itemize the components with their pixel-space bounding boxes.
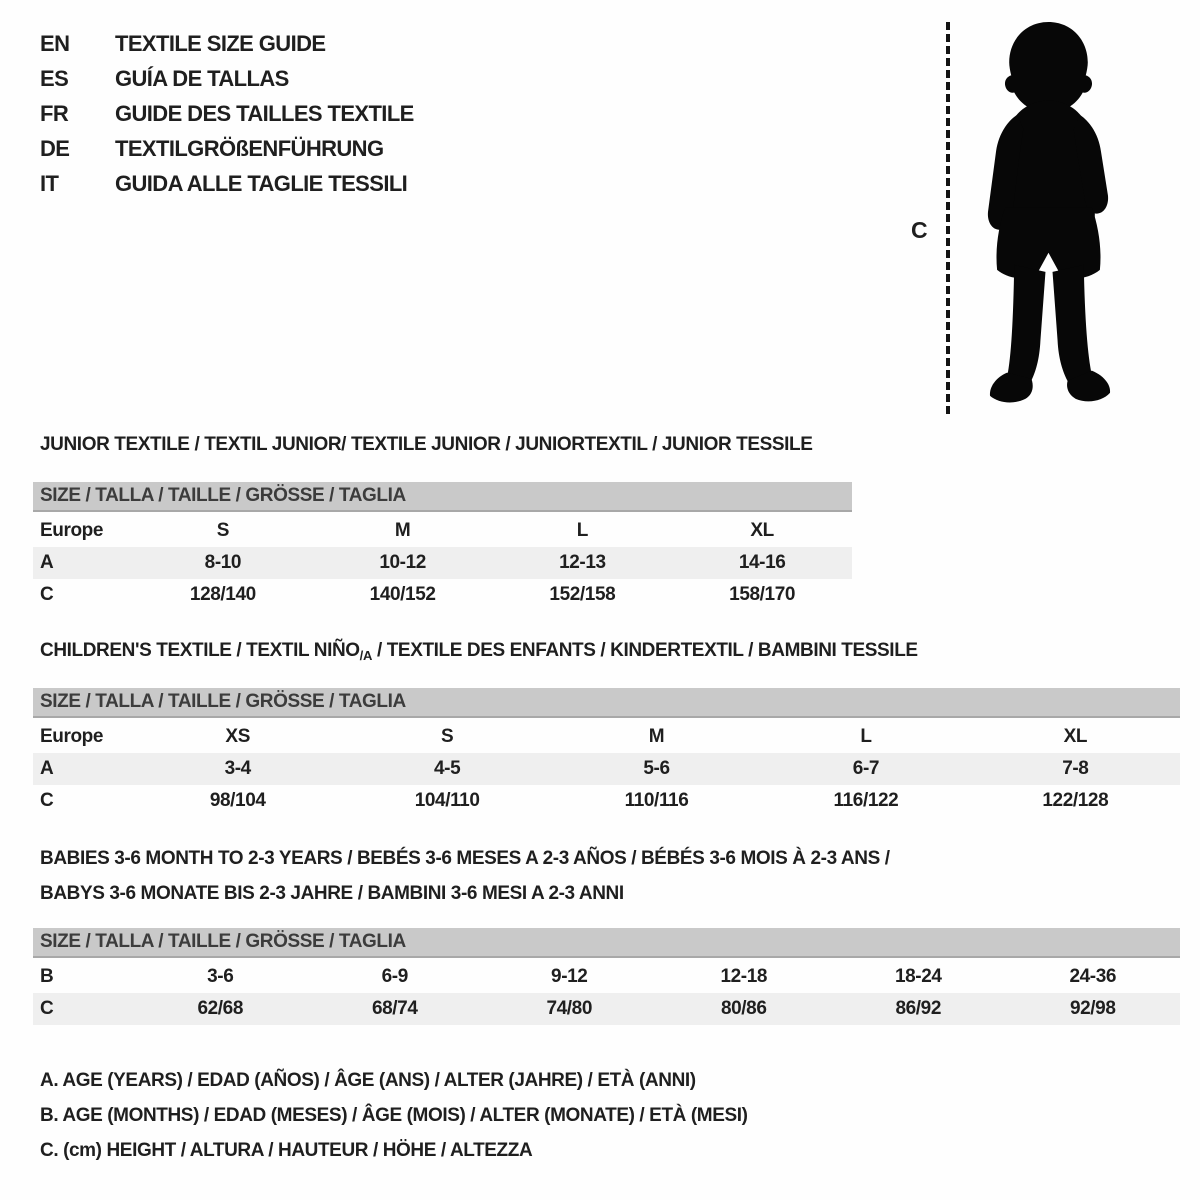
language-code: DE: [40, 135, 70, 161]
size-cell: 3-6: [207, 966, 234, 987]
junior-size-table: [33, 482, 852, 611]
toddler-silhouette-figure: [960, 18, 1138, 416]
legend-line-b: B. AGE (MONTHS) / EDAD (MESES) / ÂGE (MOIS) / ALTER (MONATE) / ETÀ (MESI): [40, 1105, 748, 1126]
row-label: Europe: [40, 726, 104, 747]
table-row: [33, 993, 1180, 1025]
language-header: [40, 26, 414, 201]
size-cell: 9-12: [551, 966, 588, 987]
babies-section-title-line2: BABYS 3-6 MONATE BIS 2-3 JAHRE / BAMBINI 3-6 MESI A 2-3 ANNI: [40, 883, 624, 904]
size-cell: 152/158: [549, 584, 616, 605]
size-cell: 68/74: [371, 998, 418, 1019]
size-cell: M: [648, 726, 665, 747]
row-label: Europe: [40, 520, 104, 541]
size-cell: 128/140: [189, 584, 256, 605]
language-row: [40, 96, 414, 131]
size-cell: XL: [1063, 726, 1088, 747]
size-cell: 24-36: [1069, 966, 1117, 987]
size-cell: 110/116: [624, 790, 689, 811]
size-header-bar: SIZE / TALLA / TAILLE / GRÖSSE / TAGLIA: [33, 928, 1180, 958]
table-row: [33, 785, 1180, 817]
size-cell: S: [216, 520, 230, 541]
table-row: [33, 547, 852, 579]
size-cell: 6-9: [381, 966, 408, 987]
size-cell: 62/68: [197, 998, 244, 1019]
language-row: [40, 166, 414, 201]
babies-table-rows: [33, 961, 1180, 1025]
language-title: GUIDA ALLE TAGLIE TESSILI: [115, 170, 408, 196]
language-title: TEXTILGRÖßENFÜHRUNG: [115, 135, 384, 161]
size-cell: 5-6: [643, 758, 670, 779]
size-cell: 18-24: [894, 966, 942, 987]
children-title-post: / TEXTILE DES ENFANTS / KINDERTEXTIL / BAMBINI TESSILE: [372, 640, 918, 661]
table-row: [33, 721, 1180, 753]
babies-size-table: [33, 928, 1180, 1025]
size-cell: 3-4: [224, 758, 251, 779]
language-code: ES: [40, 65, 69, 91]
row-label: B: [40, 966, 54, 987]
table-row: [33, 515, 852, 547]
size-cell: 12-13: [559, 552, 606, 573]
size-cell: 122/128: [1042, 790, 1109, 811]
table-row: [33, 579, 852, 611]
children-section-title: [40, 640, 918, 662]
children-table-rows: [33, 721, 1180, 817]
table-row: [33, 961, 1180, 993]
row-label: C: [40, 790, 54, 811]
height-measure-line: [946, 22, 950, 414]
row-label: A: [40, 552, 54, 573]
size-header-bar: SIZE / TALLA / TAILLE / GRÖSSE / TAGLIA: [33, 688, 1180, 718]
row-label: C: [40, 584, 54, 605]
size-cell: 7-8: [1062, 758, 1089, 779]
size-cell: 104/110: [414, 790, 480, 811]
size-cell: 80/86: [720, 998, 767, 1019]
size-cell: S: [440, 726, 454, 747]
language-code: IT: [40, 170, 59, 196]
size-cell: 98/104: [209, 790, 266, 811]
children-title-pre: CHILDREN'S TEXTILE / TEXTIL NIÑO: [40, 640, 360, 661]
size-cell: 158/170: [729, 584, 796, 605]
size-cell: 116/122: [833, 790, 899, 811]
size-cell: 10-12: [379, 552, 426, 573]
language-title: GUIDE DES TAILLES TEXTILE: [115, 100, 414, 126]
size-cell: 140/152: [369, 584, 436, 605]
language-title: TEXTILE SIZE GUIDE: [115, 30, 326, 56]
size-cell: 86/92: [895, 998, 942, 1019]
size-cell: 92/98: [1069, 998, 1116, 1019]
babies-section-title-line1: BABIES 3-6 MONTH TO 2-3 YEARS / BEBÉS 3-6 MESES A 2-3 AÑOS / BÉBÉS 3-6 MOIS À 2-3 ANS /: [40, 848, 890, 869]
row-label: A: [40, 758, 54, 779]
language-code: EN: [40, 30, 70, 56]
size-header-bar: SIZE / TALLA / TAILLE / GRÖSSE / TAGLIA: [33, 482, 852, 512]
size-cell: XS: [225, 726, 250, 747]
size-cell: L: [576, 520, 588, 541]
children-title-sub: /A: [359, 648, 373, 663]
language-row: [40, 131, 414, 166]
language-row: [40, 26, 414, 61]
children-size-table: [33, 688, 1180, 817]
table-row: [33, 753, 1180, 785]
size-cell: 4-5: [433, 758, 461, 779]
size-cell: 14-16: [738, 552, 786, 573]
size-cell: 6-7: [852, 758, 880, 779]
size-cell: M: [394, 520, 411, 541]
junior-table-rows: [33, 515, 852, 611]
size-cell: 8-10: [204, 552, 242, 573]
legend-line-c: C. (cm) HEIGHT / ALTURA / HAUTEUR / HÖHE / ALTEZZA: [40, 1140, 533, 1161]
size-cell: XL: [750, 520, 774, 541]
size-cell: 74/80: [546, 998, 593, 1019]
legend-line-a: A. AGE (YEARS) / EDAD (AÑOS) / ÂGE (ANS) / ALTER (JAHRE) / ETÀ (ANNI): [40, 1070, 696, 1091]
row-label: C: [40, 998, 54, 1019]
junior-section-title: JUNIOR TEXTILE / TEXTIL JUNIOR/ TEXTILE JUNIOR / JUNIORTEXTIL / JUNIOR TESSILE: [40, 434, 813, 455]
size-cell: L: [860, 726, 872, 747]
language-title: GUÍA DE TALLAS: [115, 65, 289, 91]
height-measure-label: C: [911, 217, 928, 243]
language-code: FR: [40, 100, 69, 126]
language-row: [40, 61, 414, 96]
size-cell: 12-18: [720, 966, 768, 987]
